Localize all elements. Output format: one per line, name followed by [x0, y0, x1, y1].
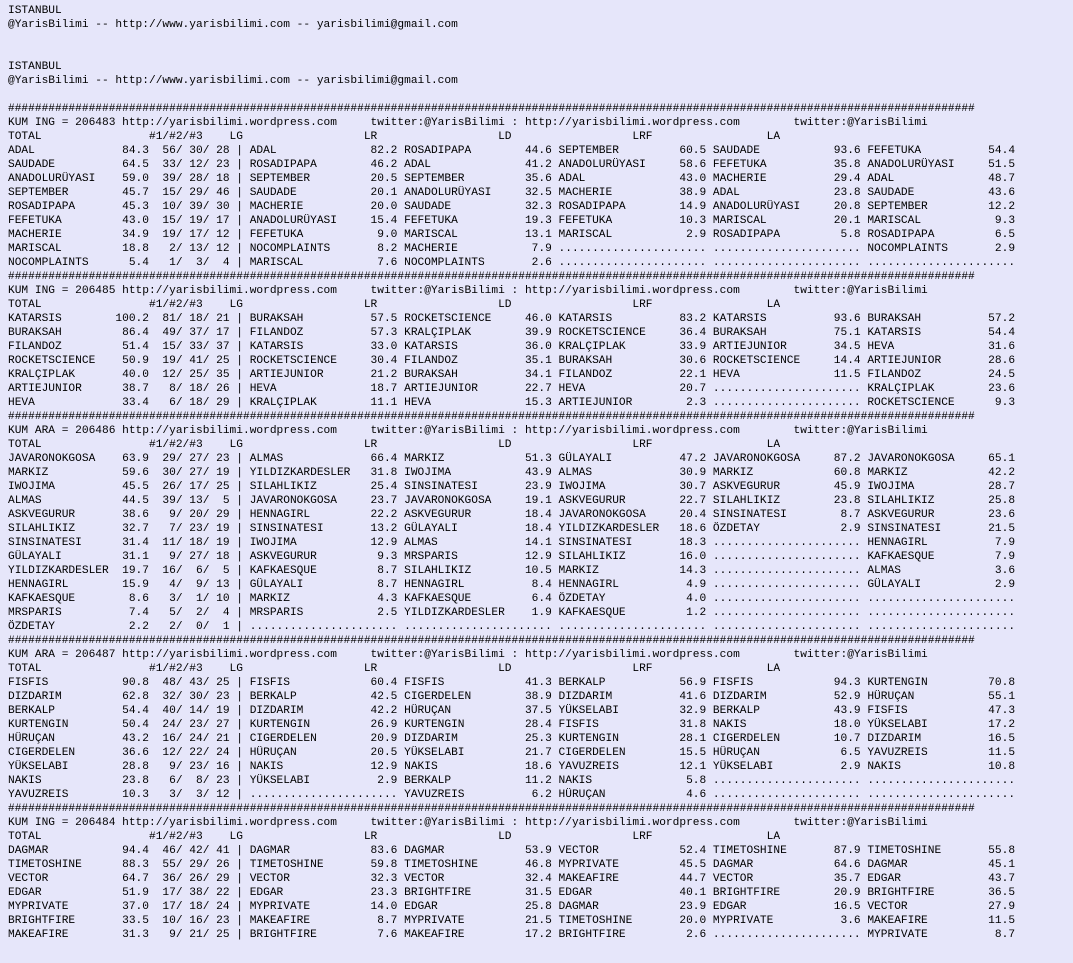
report-row: SEPTEMBER 45.7 15/ 29/ 46 | SAUDADE 20.1 ANADOLURÜYASI 32.5 MACHERIE 38.9 ADAL 23.8 SAUDADE 43.6: [8, 187, 1016, 199]
report-row: ROCKETSCIENCE 50.9 19/ 41/ 25 | ROCKETSCIENCE 30.4 FILANDOZ 35.1 BURAKSAH 30.6 ROCKETSCIENCE 14.4 ARTIEJUNIOR 28.6: [8, 355, 1016, 367]
section-divider: ################################################################################################################################################: [8, 635, 975, 647]
report-row: MRSPARIS 7.4 5/ 2/ 4 | MRSPARIS 2.5 YILDIZKARDESLER 1.9 KAFKAESQUE 1.2 ...................... ......................: [8, 607, 1016, 619]
report-row: SILAHLIKIZ 32.7 7/ 23/ 19 | SINSINATESI 13.2 GÜLAYALI 18.4 YILDIZKARDESLER 18.6 ÖZDETAY 2.9 SINSINATESI 21.5: [8, 523, 1016, 535]
race-header: KUM ARA = 206487 http://yarisbilimi.wordpress.com twitter:@YarisBilimi : http://yarisbilimi.wordpress.com twitter:@YarisBilimi: [8, 649, 928, 661]
report-row: SAUDADE 64.5 33/ 12/ 23 | ROSADIPAPA 46.2 ADAL 41.2 ANADOLURÜYASI 58.6 FEFETUKA 35.8 ANADOLURÜYASI 51.5: [8, 159, 1016, 171]
report-row: BERKALP 54.4 40/ 14/ 19 | DIZDARIM 42.2 HÜRUÇAN 37.5 YÜKSELABI 32.9 BERKALP 43.9 FISFIS 47.3: [8, 705, 1016, 717]
report-row: MYPRIVATE 37.0 17/ 18/ 24 | MYPRIVATE 14.0 EDGAR 25.8 DAGMAR 23.9 EDGAR 16.5 VECTOR 27.9: [8, 901, 1016, 913]
section-divider: ################################################################################################################################################: [8, 411, 975, 423]
section-divider: ################################################################################################################################################: [8, 103, 975, 115]
report-row: IWOJIMA 45.5 26/ 17/ 25 | SILAHLIKIZ 25.4 SINSINATESI 23.9 IWOJIMA 30.7 ASKVEGURUR 45.9 IWOJIMA 28.7: [8, 481, 1016, 493]
spacer: [8, 46, 1073, 60]
report-row: ADAL 84.3 56/ 30/ 28 | ADAL 82.2 ROSADIPAPA 44.6 SEPTEMBER 60.5 SAUDADE 93.6 FEFETUKA 54.4: [8, 145, 1016, 157]
report-row: MARKIZ 59.6 30/ 27/ 19 | YILDIZKARDESLER 31.8 IWOJIMA 43.9 ALMAS 30.9 MARKIZ 60.8 MARKIZ 42.2: [8, 467, 1016, 479]
report-row: ANADOLURÜYASI 59.0 39/ 28/ 18 | SEPTEMBER 20.5 SEPTEMBER 35.6 ADAL 43.0 MACHERIE 29.4 ADAL 48.7: [8, 173, 1016, 185]
report-row: VECTOR 64.7 36/ 26/ 29 | VECTOR 32.3 VECTOR 32.4 MAKEAFIRE 44.7 VECTOR 35.7 EDGAR 43.7: [8, 873, 1016, 885]
report-row: ASKVEGURUR 38.6 9/ 20/ 29 | HENNAGIRL 22.2 ASKVEGURUR 18.4 JAVARONOKGOSA 20.4 SINSINATESI 8.7 ASKVEGURUR 23.6: [8, 509, 1016, 521]
column-header: TOTAL #1/#2/#3 LG LR LD LRF LA: [8, 439, 781, 451]
report-row: FISFIS 90.8 48/ 43/ 25 | FISFIS 60.4 FISFIS 41.3 BERKALP 56.9 FISFIS 94.3 KURTENGIN 70.8: [8, 677, 1016, 689]
report-row: MARISCAL 18.8 2/ 13/ 12 | NOCOMPLAINTS 8.2 MACHERIE 7.9 ...................... ...................... NOCOMPLAINTS 2.9: [8, 243, 1016, 255]
report-row: EDGAR 51.9 17/ 38/ 22 | EDGAR 23.3 BRIGHTFIRE 31.5 EDGAR 40.1 BRIGHTFIRE 20.9 BRIGHTFIRE 36.5: [8, 887, 1016, 899]
report-row: KURTENGIN 50.4 24/ 23/ 27 | KURTENGIN 26.9 KURTENGIN 28.4 FISFIS 31.8 NAKIS 18.0 YÜKSELABI 17.2: [8, 719, 1016, 731]
column-header: TOTAL #1/#2/#3 LG LR LD LRF LA: [8, 131, 781, 143]
report-row: MAKEAFIRE 31.3 9/ 21/ 25 | BRIGHTFIRE 7.6 MAKEAFIRE 17.2 BRIGHTFIRE 2.6 ...................... MYPRIVATE 8.7: [8, 929, 1016, 941]
report-row: SINSINATESI 31.4 11/ 18/ 19 | IWOJIMA 12.9 ALMAS 14.1 SINSINATESI 18.3 ...................... HENNAGIRL 7.9: [8, 537, 1016, 549]
report-row: FILANDOZ 51.4 15/ 33/ 37 | KATARSIS 33.0 KATARSIS 36.0 KRALÇIPLAK 33.9 ARTIEJUNIOR 34.5 HEVA 31.6: [8, 341, 1016, 353]
report-row: ÖZDETAY 2.2 2/ 0/ 1 | ...................... ...................... ...................... ...................... ......................: [8, 621, 1016, 633]
race-header: KUM ING = 206485 http://yarisbilimi.wordpress.com twitter:@YarisBilimi : http://yarisbilimi.wordpress.com twitter:@YarisBilimi: [8, 285, 928, 297]
report-row: ALMAS 44.5 39/ 13/ 5 | JAVARONOKGOSA 23.7 JAVARONOKGOSA 19.1 ASKVEGURUR 22.7 SILAHLIKIZ 23.8 SILAHLIKIZ 25.8: [8, 495, 1016, 507]
report-row: KRALÇIPLAK 40.0 12/ 25/ 35 | ARTIEJUNIOR 21.2 BURAKSAH 34.1 FILANDOZ 22.1 HEVA 11.5 FILANDOZ 24.5: [8, 369, 1016, 381]
report-row: HENNAGIRL 15.9 4/ 9/ 13 | GÜLAYALI 8.7 HENNAGIRL 8.4 HENNAGIRL 4.9 ...................... GÜLAYALI 2.9: [8, 579, 1016, 591]
city-title: ISTANBUL: [8, 61, 62, 73]
report-row: ROSADIPAPA 45.3 10/ 39/ 30 | MACHERIE 20.0 SAUDADE 32.3 ROSADIPAPA 14.9 ANADOLURÜYASI 20.8 SEPTEMBER 12.2: [8, 201, 1016, 213]
report-row: HÜRUÇAN 43.2 16/ 24/ 21 | CIGERDELEN 20.9 DIZDARIM 25.3 KURTENGIN 28.1 CIGERDELEN 10.7 DIZDARIM 16.5: [8, 733, 1016, 745]
contact-line: @YarisBilimi -- http://www.yarisbilimi.com -- yarisbilimi@gmail.com: [8, 19, 458, 31]
race-header: KUM ING = 206483 http://yarisbilimi.wordpress.com twitter:@YarisBilimi : http://yarisbilimi.wordpress.com twitter:@YarisBilimi: [8, 117, 928, 129]
report-row: GÜLAYALI 31.1 9/ 27/ 18 | ASKVEGURUR 9.3 MRSPARIS 12.9 SILAHLIKIZ 16.0 ...................... KAFKAESQUE 7.9: [8, 551, 1016, 563]
column-header: TOTAL #1/#2/#3 LG LR LD LRF LA: [8, 299, 781, 311]
race-report: [8, 102, 1073, 942]
report-row: HEVA 33.4 6/ 18/ 29 | KRALÇIPLAK 11.1 HEVA 15.3 ARTIEJUNIOR 2.3 ...................... ROCKETSCIENCE 9.3: [8, 397, 1016, 409]
report-row: KAFKAESQUE 8.6 3/ 1/ 10 | MARKIZ 4.3 KAFKAESQUE 6.4 ÖZDETAY 4.0 ...................... ......................: [8, 593, 1016, 605]
contact-line: @YarisBilimi -- http://www.yarisbilimi.com -- yarisbilimi@gmail.com: [8, 75, 458, 87]
report-row: DIZDARIM 62.8 32/ 30/ 23 | BERKALP 42.5 CIGERDELEN 38.9 DIZDARIM 41.6 DIZDARIM 52.9 HÜRUÇAN 55.1: [8, 691, 1016, 703]
section-divider: ################################################################################################################################################: [8, 803, 975, 815]
report-row: TIMETOSHINE 88.3 55/ 29/ 26 | TIMETOSHINE 59.8 TIMETOSHINE 46.8 MYPRIVATE 45.5 DAGMAR 64.6 DAGMAR 45.1: [8, 859, 1016, 871]
section-divider: ################################################################################################################################################: [8, 271, 975, 283]
report-row: FEFETUKA 43.0 15/ 19/ 17 | ANADOLURÜYASI 15.4 FEFETUKA 19.3 FEFETUKA 10.3 MARISCAL 20.1 MARISCAL 9.3: [8, 215, 1016, 227]
report-row: MACHERIE 34.9 19/ 17/ 12 | FEFETUKA 9.0 MARISCAL 13.1 MARISCAL 2.9 ROSADIPAPA 5.8 ROSADIPAPA 6.5: [8, 229, 1016, 241]
report-row: CIGERDELEN 36.6 12/ 22/ 24 | HÜRUÇAN 20.5 YÜKSELABI 21.7 CIGERDELEN 15.5 HÜRUÇAN 6.5 YAVUZREIS 11.5: [8, 747, 1016, 759]
report-row: KATARSIS 100.2 81/ 18/ 21 | BURAKSAH 57.5 ROCKETSCIENCE 46.0 KATARSIS 83.2 KATARSIS 93.6 BURAKSAH 57.2: [8, 313, 1016, 325]
report-row: YAVUZREIS 10.3 3/ 3/ 12 | ...................... YAVUZREIS 6.2 HÜRUÇAN 4.6 ...................... ......................: [8, 789, 1016, 801]
race-header: KUM ING = 206484 http://yarisbilimi.wordpress.com twitter:@YarisBilimi : http://yarisbilimi.wordpress.com twitter:@YarisBilimi: [8, 817, 928, 829]
report-row: JAVARONOKGOSA 63.9 29/ 27/ 23 | ALMAS 66.4 MARKIZ 51.3 GÜLAYALI 47.2 JAVARONOKGOSA 87.2 JAVARONOKGOSA 65.1: [8, 453, 1016, 465]
report-row: NOCOMPLAINTS 5.4 1/ 3/ 4 | MARISCAL 7.6 NOCOMPLAINTS 2.6 ...................... ...................... ......................: [8, 257, 1016, 269]
report-row: YILDIZKARDESLER 19.7 16/ 6/ 5 | KAFKAESQUE 8.7 SILAHLIKIZ 10.5 MARKIZ 14.3 ...................... ALMAS 3.6: [8, 565, 1016, 577]
report-row: NAKIS 23.8 6/ 8/ 23 | YÜKSELABI 2.9 BERKALP 11.2 NAKIS 5.8 ...................... ......................: [8, 775, 1016, 787]
report-row: BURAKSAH 86.4 49/ 37/ 17 | FILANDOZ 57.3 KRALÇIPLAK 39.9 ROCKETSCIENCE 36.4 BURAKSAH 75.1 KATARSIS 54.4: [8, 327, 1016, 339]
report-row: BRIGHTFIRE 33.5 10/ 16/ 23 | MAKEAFIRE 8.7 MYPRIVATE 21.5 TIMETOSHINE 20.0 MYPRIVATE 3.6 MAKEAFIRE 11.5: [8, 915, 1016, 927]
report-row: DAGMAR 94.4 46/ 42/ 41 | DAGMAR 83.6 DAGMAR 53.9 VECTOR 52.4 TIMETOSHINE 87.9 TIMETOSHINE 55.8: [8, 845, 1016, 857]
column-header: TOTAL #1/#2/#3 LG LR LD LRF LA: [8, 831, 781, 843]
spacer: [8, 32, 1073, 46]
race-header: KUM ARA = 206486 http://yarisbilimi.wordpress.com twitter:@YarisBilimi : http://yarisbilimi.wordpress.com twitter:@YarisBilimi: [8, 425, 928, 437]
report-row: ARTIEJUNIOR 38.7 8/ 18/ 26 | HEVA 18.7 ARTIEJUNIOR 22.7 HEVA 20.7 ...................... KRALÇIPLAK 23.6: [8, 383, 1016, 395]
city-title: ISTANBUL: [8, 5, 62, 17]
report-row: YÜKSELABI 28.8 9/ 23/ 16 | NAKIS 12.9 NAKIS 18.6 YAVUZREIS 12.1 YÜKSELABI 2.9 NAKIS 10.8: [8, 761, 1016, 773]
spacer: [8, 88, 1073, 102]
column-header: TOTAL #1/#2/#3 LG LR LD LRF LA: [8, 663, 781, 675]
